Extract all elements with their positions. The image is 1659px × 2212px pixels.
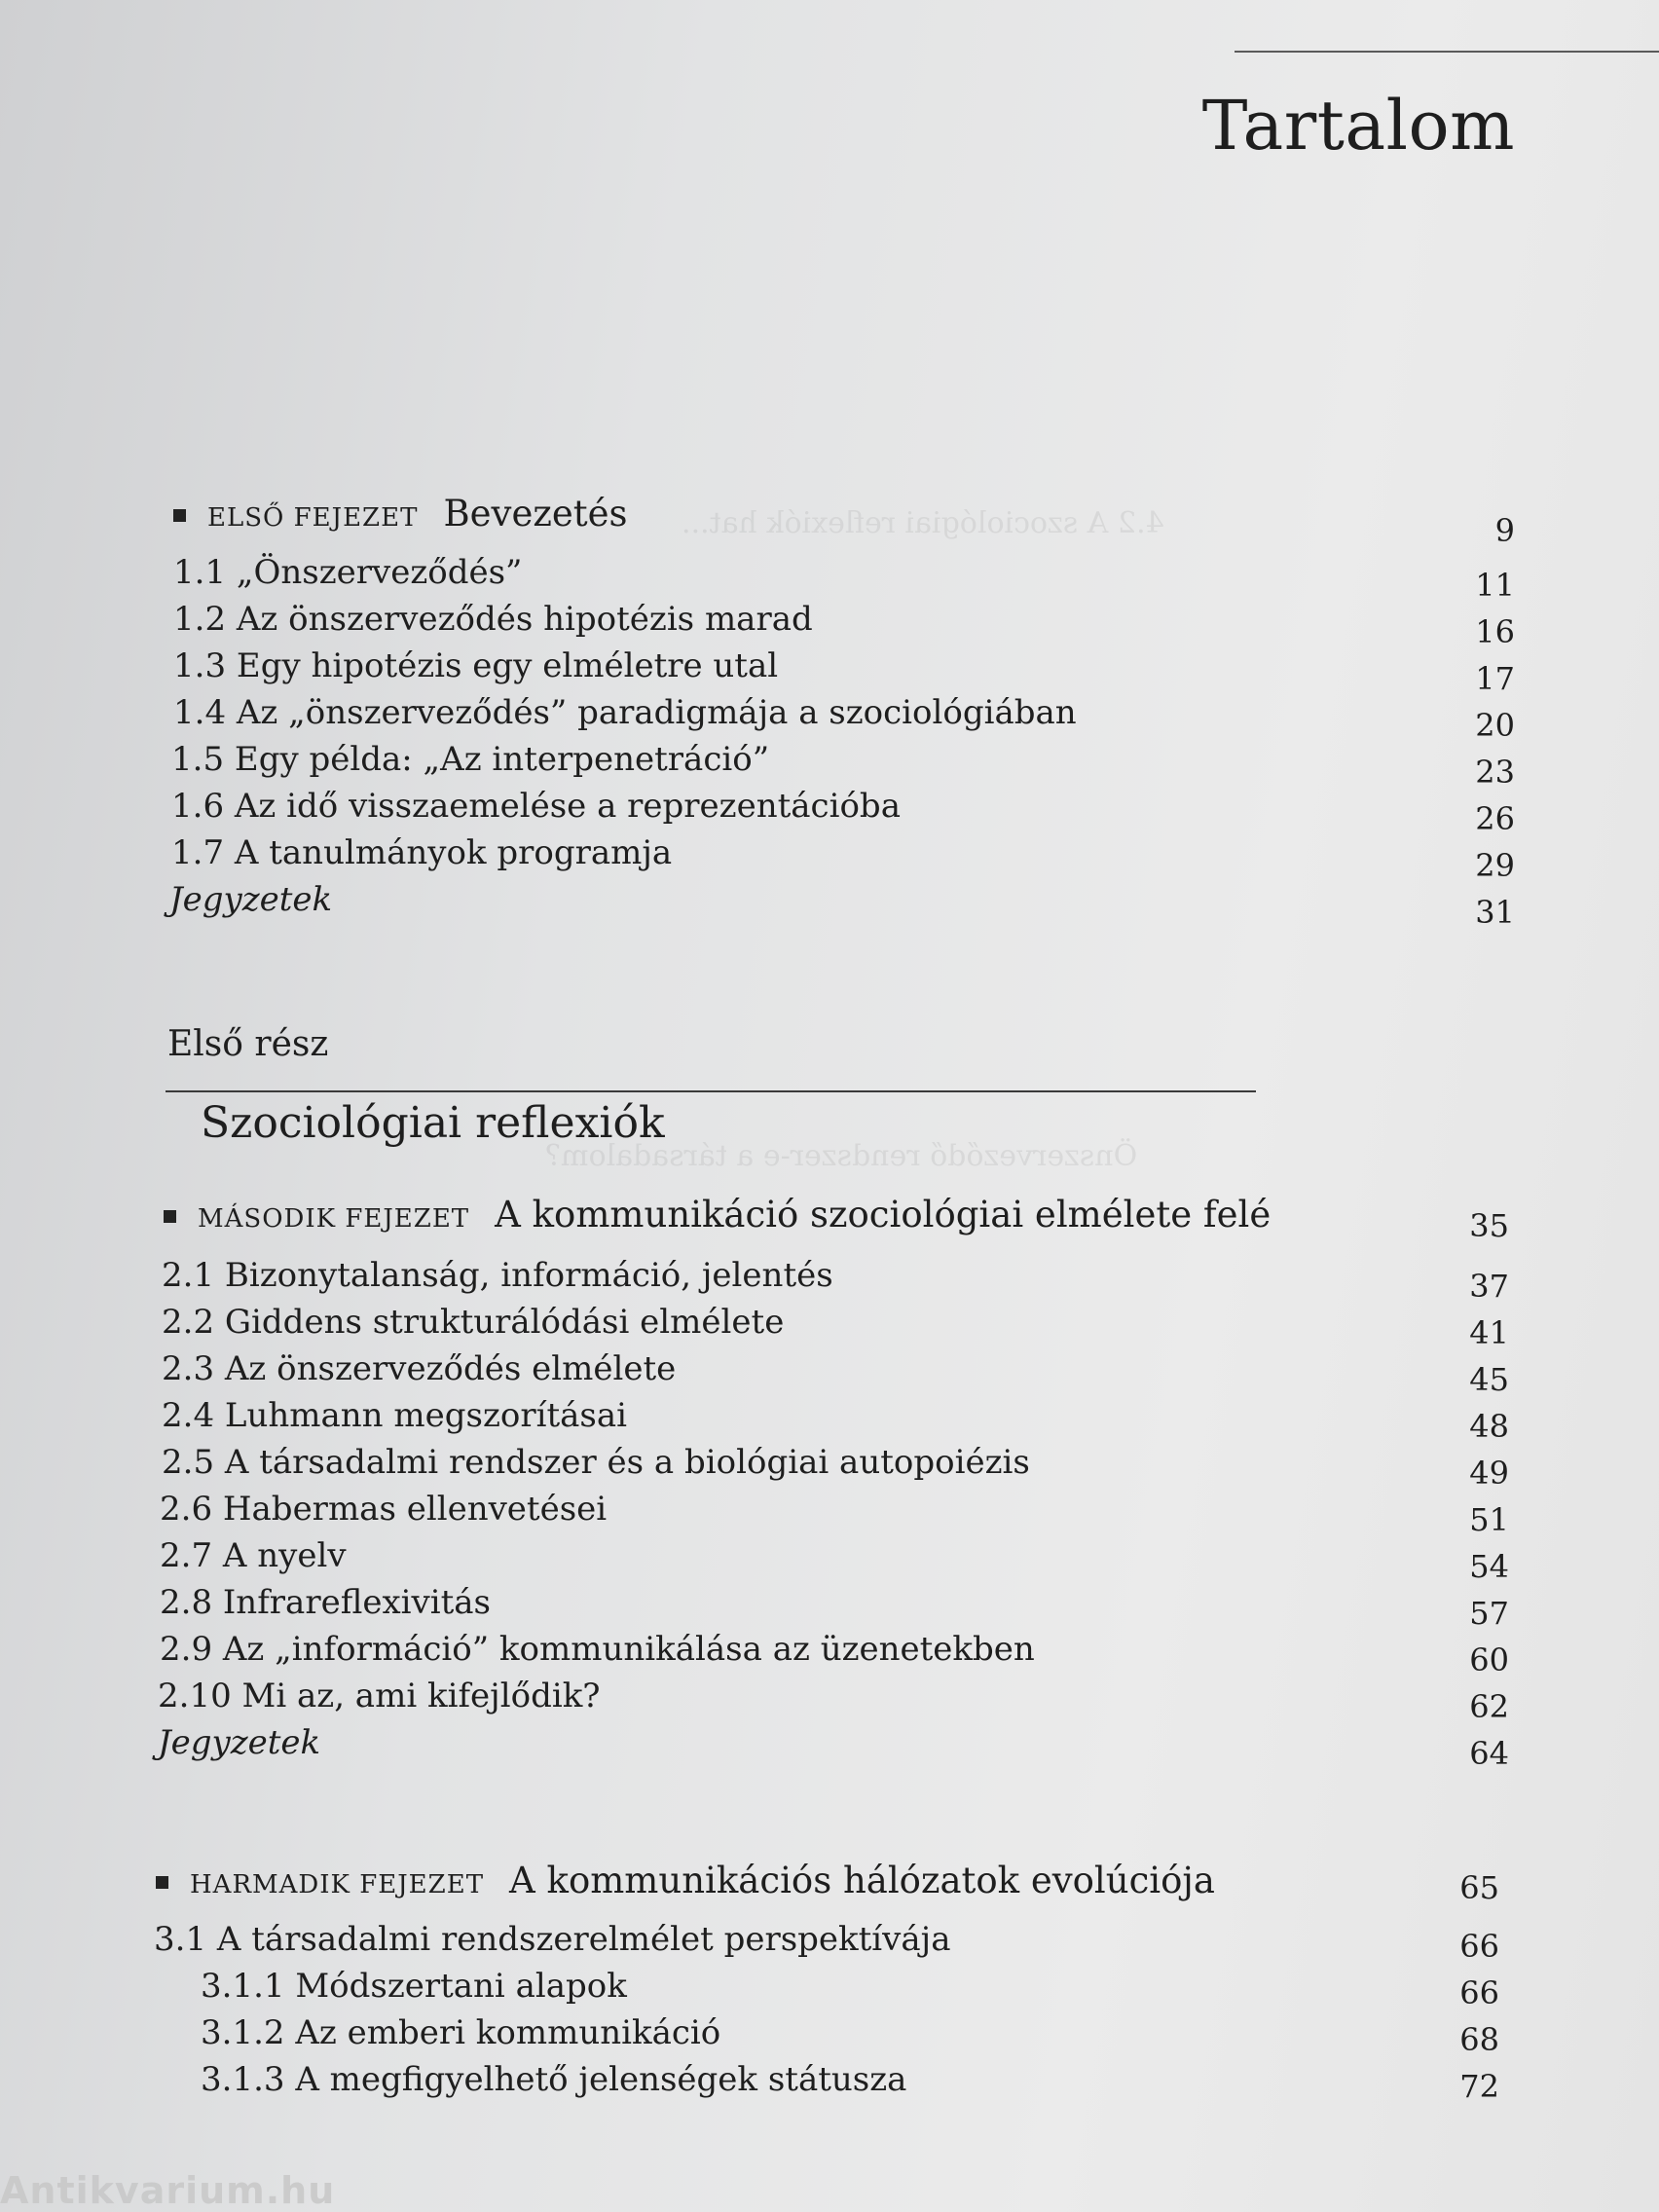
bullet-icon <box>164 1210 176 1223</box>
toc-page-number: 16 <box>1475 613 1515 650</box>
toc-page-number: 45 <box>1469 1361 1509 1398</box>
toc-entry[interactable]: 3.1.3 A megfigyelhető jelenségek státusza <box>201 2060 907 2099</box>
toc-page-number: 26 <box>1475 800 1515 837</box>
bleed-through-text: 4.2 A szociológiai reflexiók hat... <box>682 506 1164 540</box>
chapter-label: MÁSODIK FEJEZET <box>198 1204 470 1234</box>
toc-entry[interactable]: 2.3 Az önszerveződés elmélete <box>162 1349 677 1388</box>
toc-page-number: 51 <box>1469 1501 1509 1538</box>
toc-page-number: 60 <box>1469 1641 1509 1678</box>
chapter-2-heading[interactable] <box>164 1194 1271 1235</box>
toc-entry[interactable]: 1.5 Egy példa: „Az interpenetráció” <box>171 740 770 779</box>
bullet-icon <box>156 1876 168 1889</box>
toc-page-number: 29 <box>1475 847 1515 884</box>
chapter-page-number: 9 <box>1494 512 1515 549</box>
notes-entry[interactable]: Jegyzetek <box>169 880 333 919</box>
toc-page-number: 57 <box>1469 1595 1509 1632</box>
toc-page-number: 31 <box>1475 894 1515 931</box>
toc-entry[interactable]: 2.6 Habermas ellenvetései <box>160 1490 608 1529</box>
toc-entry[interactable]: 3.1.1 Módszertani alapok <box>201 1967 627 2006</box>
chapter-page-number: 65 <box>1459 1869 1499 1906</box>
toc-page-number: 11 <box>1475 567 1515 604</box>
toc-entry[interactable]: 1.2 Az önszerveződés hipotézis marad <box>173 600 813 639</box>
chapter-label: ELSŐ FEJEZET <box>207 503 419 533</box>
toc-page-number: 72 <box>1459 2068 1499 2105</box>
toc-page-number: 66 <box>1459 1974 1499 2011</box>
toc-entry[interactable]: 1.1 „Önszerveződés” <box>173 553 523 592</box>
page-title: Tartalom <box>1201 86 1515 166</box>
toc-entry[interactable]: 2.5 A társadalmi rendszer és a biológiai autopoiézis <box>162 1443 1030 1482</box>
toc-page-number: 41 <box>1469 1314 1509 1351</box>
toc-entry[interactable]: 2.2 Giddens strukturálódási elmélete <box>162 1303 785 1342</box>
toc-entry[interactable]: 2.10 Mi az, ami kifejlődik? <box>158 1677 601 1715</box>
chapter-page-number: 35 <box>1469 1207 1509 1244</box>
toc-page-number: 62 <box>1469 1688 1509 1725</box>
toc-page-number: 23 <box>1475 754 1515 791</box>
toc-page-number: 48 <box>1469 1408 1509 1445</box>
toc-entry[interactable]: 1.6 Az idő visszaemelése a reprezentációba <box>171 787 901 826</box>
bleed-through-text: Önszerveződő rendszer-e a társadalom? <box>545 1139 1138 1173</box>
toc-entry[interactable]: 2.4 Luhmann megszorításai <box>162 1396 627 1435</box>
part-label: Első rész <box>167 1024 329 1064</box>
chapter-3-heading[interactable] <box>156 1860 1215 1901</box>
toc-entry[interactable]: 2.9 Az „információ” kommunikálása az üzenetekben <box>160 1630 1035 1669</box>
toc-page-number: 68 <box>1459 2021 1499 2058</box>
toc-page-number: 64 <box>1469 1735 1509 1772</box>
chapter-title: A kommunikációs hálózatok evolúciója <box>509 1860 1215 1901</box>
toc-entry[interactable]: 1.3 Egy hipotézis egy elméletre utal <box>173 646 779 685</box>
toc-entry[interactable]: 1.7 A tanulmányok programja <box>171 833 673 872</box>
chapter-label: HARMADIK FEJEZET <box>190 1870 485 1899</box>
toc-entry[interactable]: 3.1 A társadalmi rendszerelmélet perspektívája <box>154 1920 951 1959</box>
bullet-icon <box>173 509 186 522</box>
toc-page-number: 66 <box>1459 1928 1499 1965</box>
toc-page-number: 20 <box>1475 707 1515 744</box>
title-rule <box>1235 51 1659 53</box>
chapter-title: Bevezetés <box>443 493 628 535</box>
toc-entry[interactable]: 2.8 Infrareflexivitás <box>160 1583 491 1622</box>
chapter-title: A kommunikáció szociológiai elmélete felé <box>495 1194 1272 1235</box>
toc-page-number: 37 <box>1469 1268 1509 1305</box>
part-rule <box>166 1090 1256 1092</box>
toc-page-number: 54 <box>1469 1548 1509 1585</box>
toc-entry[interactable]: 2.7 A nyelv <box>160 1536 347 1575</box>
toc-entry[interactable]: 2.1 Bizonytalanság, információ, jelentés <box>162 1256 833 1295</box>
toc-entry[interactable]: 3.1.2 Az emberi kommunikáció <box>201 2013 721 2052</box>
toc-page-number: 17 <box>1475 660 1515 697</box>
watermark: Antikvarium.hu <box>0 2169 336 2212</box>
chapter-1-heading[interactable] <box>173 493 627 535</box>
notes-entry[interactable]: Jegyzetek <box>158 1723 321 1762</box>
part-title: Szociológiai reflexiók <box>201 1098 665 1148</box>
toc-page-number: 49 <box>1469 1455 1509 1492</box>
toc-entry[interactable]: 1.4 Az „önszerveződés” paradigmája a szociológiában <box>173 693 1077 732</box>
